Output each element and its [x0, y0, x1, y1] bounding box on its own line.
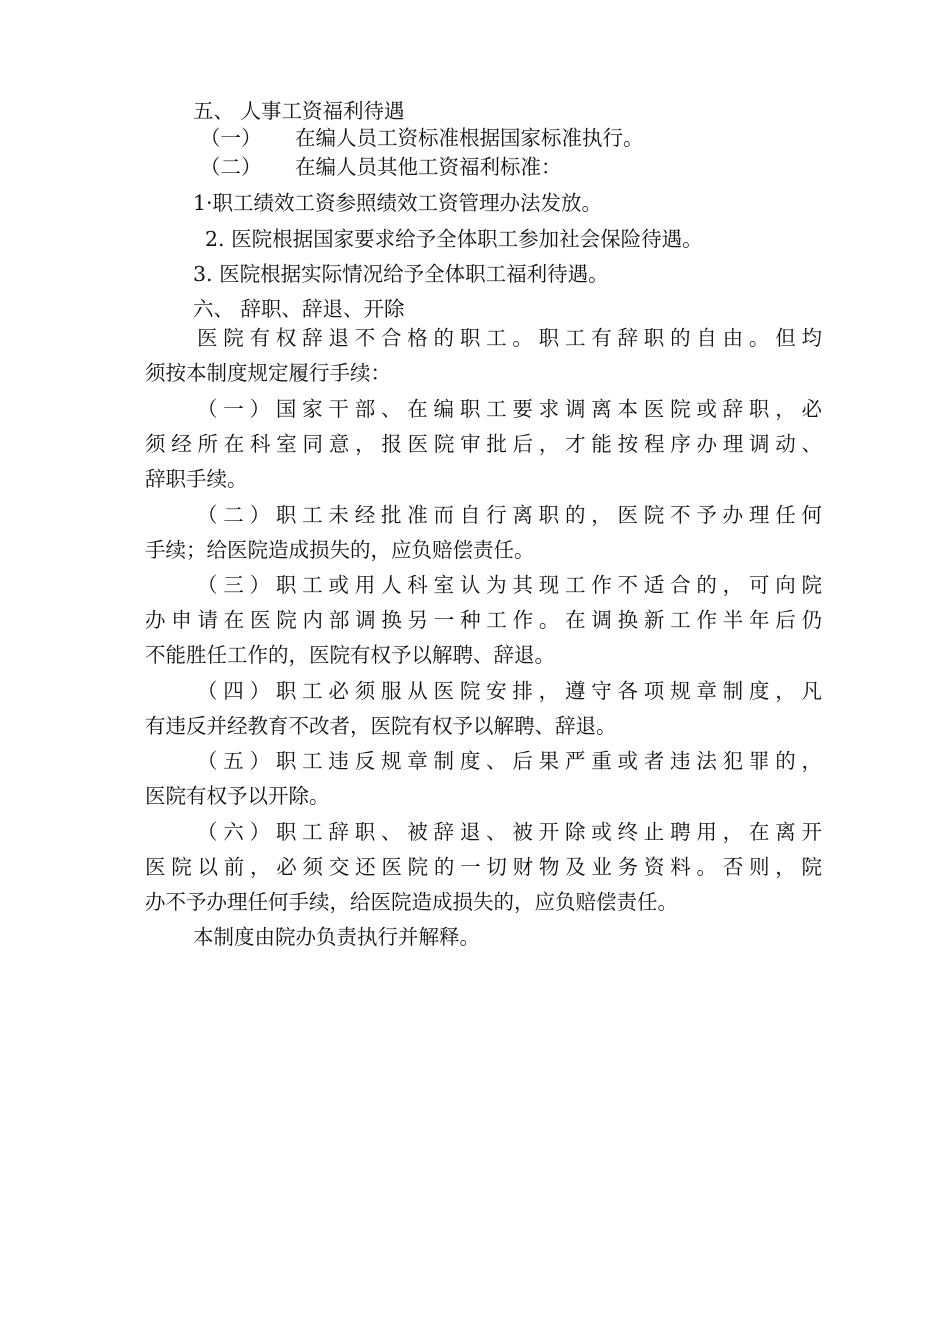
section-5-item-2 [200, 153, 562, 181]
section-5-sub-2: 2. 医院根据国家要求给予全体职工参加社会保险待遇。 [205, 227, 703, 251]
paragraph-2-line-1: （二）职工未经批准而自行离职的，医院不予办理任何 [197, 503, 822, 527]
section-6-intro-line-1: 医院有权辞退不合格的职工。职工有辞职的自由。但均 [197, 326, 822, 350]
item-text: 在编人员工资标准根据国家标准执行。 [295, 126, 644, 150]
paragraph-6-line-1: （六）职工辞职、被辞退、被开除或终止聘用，在离开 [197, 820, 822, 844]
closing-statement: 本制度由院办负责执行并解释。 [193, 925, 480, 949]
paragraph-1-line-2: 须经所在科室同意，报医院审批后，才能按程序办理调动、 [145, 432, 822, 456]
paragraph-4-line-1: （四）职工必须服从医院安排，遵守各项规章制度，凡 [197, 679, 822, 703]
paragraph-3-line-3: 不能胜任工作的，医院有权予以解聘、辞退。 [145, 643, 555, 667]
paragraph-3-line-2: 办申请在医院内部调换另一种工作。在调换新工作半年后仍 [145, 608, 822, 632]
section-6-intro-line-2: 须按本制度规定履行手续： [145, 361, 391, 385]
item-text: 在编人员其他工资福利标准： [295, 155, 562, 179]
section-5-sub-1: 1·职工绩效工资参照绩效工资管理办法发放。 [193, 191, 603, 215]
section-5-heading: 五、 人事工资福利待遇 [193, 99, 405, 123]
section-5-sub-3: 3. 医院根据实际情况给予全体职工福利待遇。 [193, 262, 609, 286]
paragraph-1-line-1: （一）国家干部、在编职工要求调离本医院或辞职，必 [197, 397, 822, 421]
paragraph-1-line-3: 辞职手续。 [145, 467, 248, 491]
item-number: （二） [200, 155, 262, 179]
paragraph-6-line-2: 医院以前，必须交还医院的一切财物及业务资料。否则，院 [145, 855, 822, 879]
paragraph-3-line-1: （三）职工或用人科室认为其现工作不适合的，可向院 [197, 573, 822, 597]
paragraph-2-line-2: 手续；给医院造成损失的，应负赔偿责任。 [145, 538, 535, 562]
item-number: （一） [200, 126, 262, 150]
section-6-heading: 六、 辞职、辞退、开除 [193, 297, 405, 321]
section-5-item-1 [200, 124, 644, 152]
paragraph-5-line-2: 医院有权予以开除。 [145, 784, 330, 808]
paragraph-6-line-3: 办不予办理任何手续，给医院造成损失的，应负赔偿责任。 [145, 890, 678, 914]
paragraph-5-line-1: （五）职工违反规章制度、后果严重或者违法犯罪的， [197, 749, 822, 773]
paragraph-4-line-2: 有违反并经教育不改者，医院有权予以解聘、辞退。 [145, 714, 617, 738]
